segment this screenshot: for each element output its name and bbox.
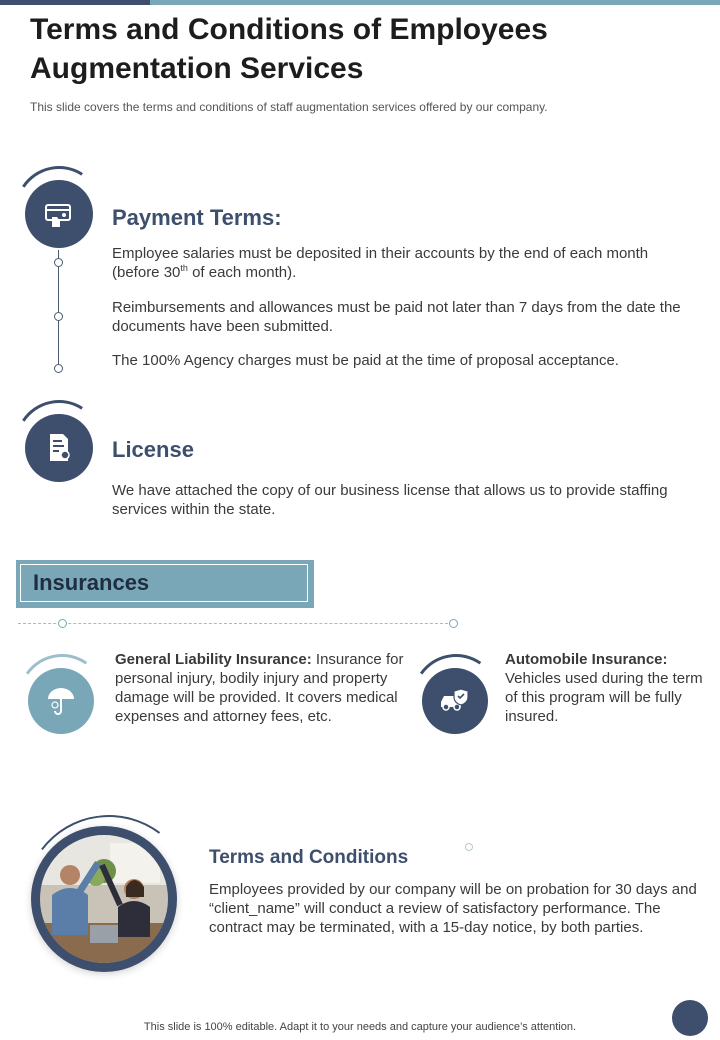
license-heading: License — [112, 437, 194, 462]
general-insurance-label: General Liability Insurance: — [115, 651, 312, 668]
auto-insurance-icon-circle — [422, 668, 488, 734]
payment-paragraph-3: The 100% Agency charges must be paid at the time of proposal acceptance. — [112, 352, 619, 369]
payment-card-icon — [42, 197, 76, 231]
general-insurance-icon-circle — [28, 668, 94, 734]
insurances-banner — [16, 560, 314, 608]
general-insurance-text: General Liability Insurance: Insurance for personal injury, bodily injury and property damage will be provided. It covers medical expenses and attorney fees, etc. — [115, 651, 404, 725]
auto-insurance-text: Automobile Insurance: Vehicles used during the term of this program will be fully insured. — [505, 651, 703, 725]
timeline-dot — [54, 258, 63, 267]
divider-dot — [58, 619, 67, 628]
timeline-dot — [54, 364, 63, 373]
license-text: We have attached the copy of our business license that allows us to provide staffing services within the state. — [112, 482, 668, 518]
car-shield-icon — [437, 685, 473, 717]
license-document-icon — [43, 431, 75, 465]
payment-paragraph-2: Reimbursements and allowances must be paid not later than 7 days from the date the documents have been submitted. — [112, 299, 681, 335]
decorative-dot — [465, 843, 473, 851]
payment-heading: Payment Terms: — [112, 205, 282, 230]
umbrella-icon — [45, 685, 77, 717]
team-photo — [40, 835, 168, 963]
insurances-divider — [18, 623, 458, 624]
license-icon-circle — [25, 414, 93, 482]
timeline-dot — [54, 312, 63, 321]
payment-icon-circle — [25, 180, 93, 248]
terms-heading: Terms and Conditions — [209, 847, 409, 868]
page-subtitle: This slide covers the terms and conditions of staff augmentation services offered by our company. — [30, 100, 548, 114]
auto-insurance-label: Automobile Insurance: — [505, 651, 668, 668]
top-accent-bar-dark — [0, 0, 150, 5]
footer-note: This slide is 100% editable. Adapt it to your needs and capture your audience’s attention. — [143, 1021, 577, 1033]
insurances-heading: Insurances — [20, 564, 308, 602]
payment-paragraph-1: Employee salaries must be deposited in their accounts by the end of each month (before 30th of each month). — [112, 245, 649, 281]
terms-text: Employees provided by our company will be on probation for 30 days and “client_name” will conduct a review of satisfactory performance. The contract may be terminated, with a 15-day notice, by both parties. — [209, 881, 697, 936]
team-high-five-image — [40, 835, 168, 963]
divider-dot — [449, 619, 458, 628]
timeline-line — [58, 250, 59, 368]
page-title: Terms and Conditions of Employees Augmentation Services — [30, 13, 548, 85]
